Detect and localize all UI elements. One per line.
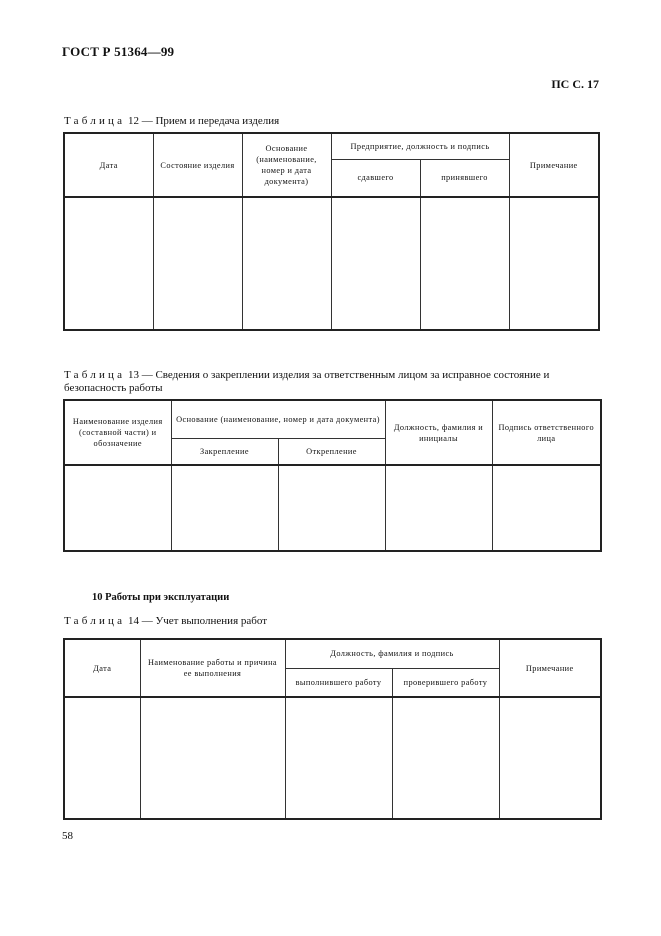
page-number: 58 xyxy=(62,830,73,842)
section-title: 10 Работы при эксплуатации xyxy=(92,592,230,603)
header-release: Открепление xyxy=(278,438,385,465)
table-cell[interactable] xyxy=(385,465,492,551)
table-cell[interactable] xyxy=(509,197,599,330)
table-cell[interactable] xyxy=(64,197,153,330)
header-basis: Основание (наименование, номер и дата документа) xyxy=(242,133,331,197)
table12-caption-label: Таблица xyxy=(64,115,126,127)
header-basis: Основание (наименование, номер и дата документа) xyxy=(171,400,385,438)
table12-caption xyxy=(64,115,279,128)
table-cell[interactable] xyxy=(153,197,242,330)
table12-caption-text: 12 — Прием и передача изделия xyxy=(127,115,280,127)
document-id: ГОСТ Р 51364—99 xyxy=(62,44,175,59)
table14-caption-text: 14 — Учет выполнения работ xyxy=(127,615,268,627)
table-cell[interactable] xyxy=(420,197,509,330)
header-received: принявшего xyxy=(420,159,509,197)
header-date: Дата xyxy=(64,133,153,197)
header-position: Должность, фамилия и подпись xyxy=(285,639,499,668)
header-date: Дата xyxy=(64,639,140,697)
header-enterprise: Предприятие, должность и подпись xyxy=(331,133,509,159)
header-checked: проверившего работу xyxy=(392,668,499,697)
header-note: Примечание xyxy=(509,133,599,197)
table-cell[interactable] xyxy=(392,697,499,819)
table-14 xyxy=(63,638,602,820)
table-13 xyxy=(63,399,602,552)
table13-caption-text: 13 — Сведения о закреплении изделия за ответственным лицом за исправное состояние и безопасность работы xyxy=(64,369,550,394)
header-position: Должность, фамилия и инициалы xyxy=(385,400,492,465)
table-cell[interactable] xyxy=(140,697,285,819)
table14-caption-label: Таблица xyxy=(64,615,126,627)
page-reference: ПС С. 17 xyxy=(551,77,599,91)
table-cell[interactable] xyxy=(278,465,385,551)
header-note: Примечание xyxy=(499,639,601,697)
table-cell[interactable] xyxy=(285,697,392,819)
header-work: Наименование работы и причина ее выполнения xyxy=(140,639,285,697)
table-cell[interactable] xyxy=(499,697,601,819)
header-handed: сдавшего xyxy=(331,159,420,197)
table13-caption-label: Таблица xyxy=(64,369,126,381)
table-cell[interactable] xyxy=(64,465,171,551)
table-12 xyxy=(63,132,600,331)
table-cell[interactable] xyxy=(171,465,278,551)
table-cell[interactable] xyxy=(242,197,331,330)
header-assign: Закрепление xyxy=(171,438,278,465)
table-cell[interactable] xyxy=(64,697,140,819)
table-cell[interactable] xyxy=(492,465,601,551)
header-state: Состояние изделия xyxy=(153,133,242,197)
header-signature: Подпись ответственного лица xyxy=(492,400,601,465)
table14-caption xyxy=(64,615,267,628)
table-cell[interactable] xyxy=(331,197,420,330)
table13-caption xyxy=(64,369,604,395)
header-performed: выполнившего работу xyxy=(285,668,392,697)
header-name: Наименование изделия (составной части) и обозначение xyxy=(64,400,171,465)
